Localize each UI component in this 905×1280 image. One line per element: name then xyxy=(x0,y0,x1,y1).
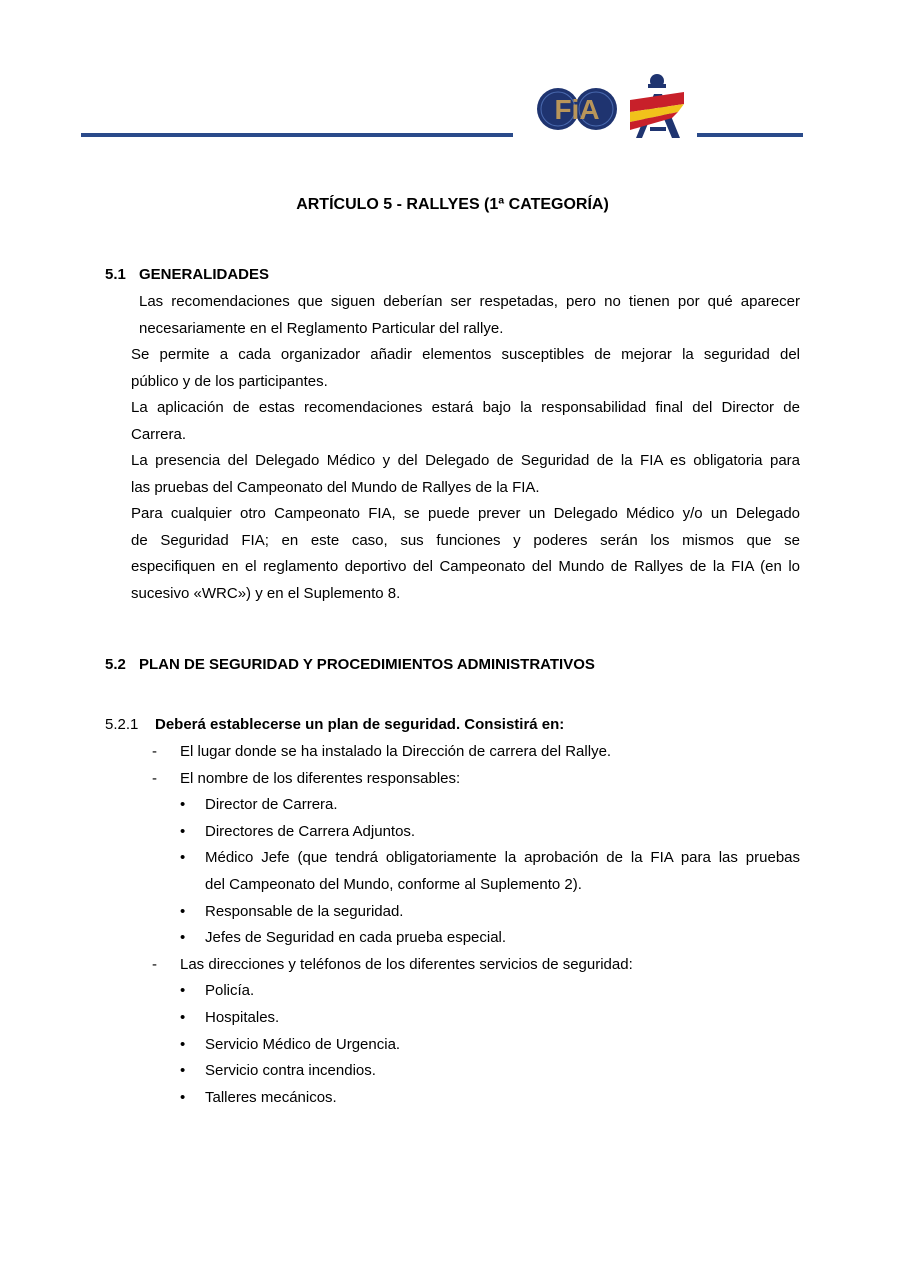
bullet-icon: • xyxy=(180,1009,186,1026)
section-5-2-1-heading: Deberá establecerse un plan de seguridad. Consistirá en: xyxy=(155,716,565,733)
list-item: Talleres mecánicos. xyxy=(205,1088,337,1106)
paragraph-line: las pruebas del Campeonato del Mundo de Rallyes de la FIA. xyxy=(131,478,540,496)
section-5-1-number: 5.1 xyxy=(105,266,126,283)
paragraph-line: Carrera. xyxy=(131,425,187,443)
paragraph-line: Se permite a cada organizador añadir elementos susceptibles de mejorar la seguridad del xyxy=(131,346,800,363)
bullet-icon: • xyxy=(180,982,186,1000)
section-5-2-number: 5.2 xyxy=(105,656,126,673)
paragraph-line: necesariamente en el Reglamento Particular del rallye. xyxy=(139,319,504,337)
header-rule-right xyxy=(697,133,803,137)
list-item: Responsable de la seguridad. xyxy=(205,902,404,920)
paragraph-line: público y de los participantes. xyxy=(131,372,328,390)
fia-logo xyxy=(536,80,620,138)
section-5-2-heading: PLAN DE SEGURIDAD Y PROCEDIMIENTOS ADMINISTRATIVOS xyxy=(139,656,595,673)
paragraph-line: La presencia del Delegado Médico y del Delegado de Seguridad de la FIA es obligatoria para xyxy=(131,452,800,469)
list-item: Director de Carrera. xyxy=(205,796,338,814)
list-item: Directores de Carrera Adjuntos. xyxy=(205,822,416,840)
bullet-icon: • xyxy=(180,929,186,947)
list-item: El lugar donde se ha instalado la Dirección de carrera del Rallye. xyxy=(180,743,612,760)
bullet-icon: • xyxy=(180,849,186,867)
dash-marker: - xyxy=(152,743,157,760)
bullet-icon: • xyxy=(180,1035,186,1053)
list-item: Servicio contra incendios. xyxy=(205,1062,376,1080)
list-item: del Campeonato del Mundo, conforme al Suplemento 2). xyxy=(205,876,582,893)
paragraph-line: sucesivo «WRC») y en el Suplemento 8. xyxy=(131,584,401,602)
bullet-icon: • xyxy=(180,1088,186,1106)
section-5-1-heading: GENERALIDADES xyxy=(139,266,270,283)
paragraph-line: especifiquen en el reglamento deportivo del Campeonato del Mundo de Rallyes de la FIA (en lo xyxy=(131,558,800,575)
paragraph-line: La aplicación de estas recomendaciones estará bajo la responsabilidad final del Director de xyxy=(131,399,800,416)
list-item: El nombre de los diferentes responsables: xyxy=(180,769,461,787)
bullet-icon: • xyxy=(180,1062,186,1080)
bullet-icon: • xyxy=(180,796,186,814)
header-rule-left xyxy=(81,133,513,137)
svg-text:FiA: FiA xyxy=(554,94,600,125)
list-item: Policía. xyxy=(205,982,255,1000)
section-5-2-1-number: 5.2.1 xyxy=(105,716,139,733)
list-item: Servicio Médico de Urgencia. xyxy=(205,1035,401,1053)
dash-marker: - xyxy=(152,769,157,787)
paragraph-line: Para cualquier otro Campeonato FIA, se puede prever un Delegado Médico y/o un Delegado xyxy=(131,505,800,522)
paragraph-line: Las recomendaciones que siguen deberían ser respetadas, pero no tienen por qué aparecer xyxy=(139,293,800,310)
rfeda-logo xyxy=(626,72,688,140)
article-title: ARTÍCULO 5 - RALLYES (1ª CATEGORÍA) xyxy=(296,196,609,213)
paragraph-line: de Seguridad FIA; en este caso, sus funciones y poderes serán los mismos que se xyxy=(131,531,800,549)
list-item: Hospitales. xyxy=(205,1009,280,1026)
bullet-icon: • xyxy=(180,822,186,840)
bullet-icon: • xyxy=(180,902,186,920)
list-item: Médico Jefe (que tendrá obligatoriamente la aprobación de la FIA para las pruebas xyxy=(205,849,800,867)
list-item: Jefes de Seguridad en cada prueba especial. xyxy=(205,929,507,947)
dash-marker: - xyxy=(152,955,157,973)
list-item: Las direcciones y teléfonos de los diferentes servicios de seguridad: xyxy=(180,955,633,973)
